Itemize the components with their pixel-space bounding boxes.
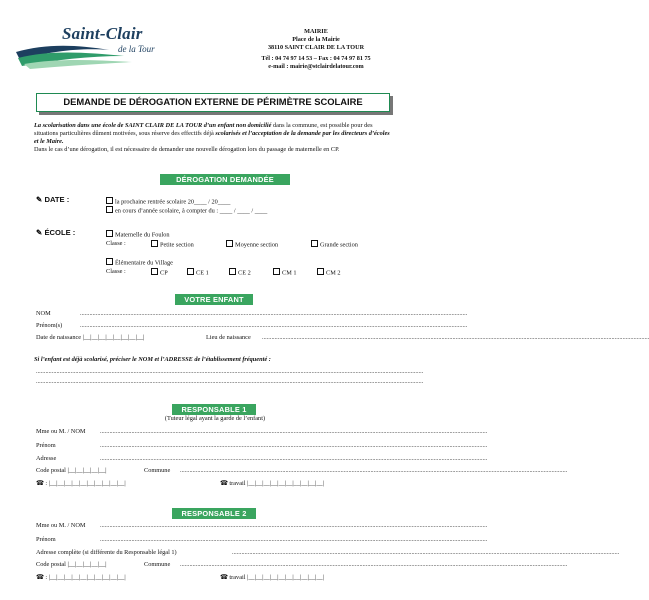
banner-responsable-1: RESPONSABLE 1 bbox=[172, 404, 256, 415]
mairie-address bbox=[236, 28, 396, 71]
option-cm2[interactable]: CM 2 bbox=[317, 268, 341, 277]
banner-enfant: VOTRE ENFANT bbox=[175, 294, 253, 305]
intro-text bbox=[34, 122, 394, 154]
form-title: DEMANDE DE DÉROGATION EXTERNE DE PÉRIMÈTRE SCOLAIRE bbox=[36, 93, 390, 112]
resp2-commune-field[interactable]: Commune ...................................................................................................................................................................................................................................................... bbox=[144, 561, 568, 568]
resp2-code-postal-field[interactable]: Code postal |__|__|__|__|__| bbox=[36, 561, 107, 568]
date-label: ✎ DATE : bbox=[36, 195, 70, 204]
logo-sub-text: de la Tour bbox=[118, 44, 155, 54]
hand-icon: ✎ bbox=[36, 195, 45, 204]
classe-label: Classe : bbox=[106, 240, 126, 247]
ecole-label: ✎ ÉCOLE : bbox=[36, 228, 76, 237]
mairie-phone: Tél : 04 74 97 14 53 – Fax : 04 74 97 81 75 bbox=[261, 55, 371, 63]
logo bbox=[14, 22, 164, 70]
resp1-code-postal-field[interactable]: Code postal |__|__|__|__|__| bbox=[36, 467, 107, 474]
classe-label: Classe : bbox=[106, 268, 126, 275]
checkbox[interactable] bbox=[106, 206, 113, 213]
resp2-telephone-travail-field[interactable]: ☎ travail |__|__|__|__|__|__|__|__|__|__| bbox=[220, 574, 324, 581]
resp1-nom-field[interactable]: Mme ou M. / NOM ...................................................................................................................................................................................................................................................... bbox=[36, 428, 488, 435]
intro-part1: La scolarisation dans une école de SAINT CLAIR DE LA TOUR d’un enfant non domicilié bbox=[34, 122, 272, 129]
option-ce2[interactable]: CE 2 bbox=[229, 268, 251, 277]
mairie-email: e-mail : mairie@stclairdelatour.com bbox=[268, 63, 364, 70]
banner-responsable-2: RESPONSABLE 2 bbox=[172, 508, 256, 519]
enfant-nom-field[interactable]: NOM ...................................................................................................................................................................................................................................................... bbox=[36, 310, 468, 317]
etablissement-line-2[interactable]: ...................................................................................................................................................................................................................................................... bbox=[36, 378, 424, 385]
enfant-scolarise-note: Si l’enfant est déjà scolarisé, préciser le NOM et l’ADRESSE de l’établissement fréquenté : bbox=[34, 356, 271, 363]
option-moyenne-section[interactable]: Moyenne section bbox=[226, 240, 278, 249]
resp1-telephone-travail-field[interactable]: ☎ travail |__|__|__|__|__|__|__|__|__|__| bbox=[220, 480, 324, 487]
enfant-prenom-field[interactable]: Prénom(s) ...................................................................................................................................................................................................................................................... bbox=[36, 322, 468, 329]
checkbox[interactable] bbox=[106, 197, 113, 204]
checkbox[interactable] bbox=[317, 268, 324, 275]
option-cm1[interactable]: CM 1 bbox=[273, 268, 297, 277]
option-ce1[interactable]: CE 1 bbox=[187, 268, 209, 277]
resp1-telephone-field[interactable]: ☎ : |__|__|__|__|__|__|__|__|__|__| bbox=[36, 480, 126, 487]
responsable-1-subtitle: (Tuteur légal ayant la garde de l’enfant) bbox=[164, 415, 266, 422]
resp1-commune-field[interactable]: Commune ...................................................................................................................................................................................................................................................... bbox=[144, 467, 568, 474]
date-option-en-cours[interactable]: en cours d’année scolaire, à compter du : ____ / ____ / ____ bbox=[106, 206, 267, 215]
hand-icon: ✎ bbox=[36, 228, 45, 237]
date-option-rentree[interactable]: la prochaine rentrée scolaire 20____ / 20____ bbox=[106, 197, 230, 206]
enfant-lieu-naissance-field[interactable]: Lieu de naissance ...................................................................................................................................................................................................................................................... bbox=[206, 334, 649, 341]
checkbox[interactable] bbox=[151, 240, 158, 247]
checkbox[interactable] bbox=[151, 268, 158, 275]
intro-part3: scolarisés et l’acceptation de la demande par les directeurs d’écoles et le Maire. bbox=[34, 130, 390, 146]
checkbox[interactable] bbox=[311, 240, 318, 247]
option-petite-section[interactable]: Petite section bbox=[151, 240, 194, 249]
option-grande-section[interactable]: Grande section bbox=[311, 240, 358, 249]
checkbox[interactable] bbox=[106, 230, 113, 237]
option-cp[interactable]: CP bbox=[151, 268, 168, 277]
intro-part2: dans la commune, est possible pour des situations particulières dûment motivées, sous réserve des effectifs déjà bbox=[34, 122, 373, 138]
resp2-prenom-field[interactable]: Prénom ...................................................................................................................................................................................................................................................... bbox=[36, 536, 488, 543]
etablissement-line-1[interactable]: ...................................................................................................................................................................................................................................................... bbox=[36, 368, 424, 375]
banner-derogation: DÉROGATION DEMANDÉE bbox=[160, 174, 290, 185]
resp1-prenom-field[interactable]: Prénom ...................................................................................................................................................................................................................................................... bbox=[36, 442, 488, 449]
mairie-name: MAIRIE bbox=[304, 28, 328, 35]
checkbox[interactable] bbox=[187, 268, 194, 275]
resp2-nom-field[interactable]: Mme ou M. / NOM ...................................................................................................................................................................................................................................................... bbox=[36, 522, 488, 529]
logo-main-text: Saint-Clair bbox=[62, 24, 143, 43]
resp2-telephone-field[interactable]: ☎ : |__|__|__|__|__|__|__|__|__|__| bbox=[36, 574, 126, 581]
intro-p2: Dans le cas d’une dérogation, il est nécessaire de demander une nouvelle dérogation lors du passage de maternelle en CP. bbox=[34, 146, 340, 154]
ecole-maternelle[interactable]: Maternelle du Foulon bbox=[106, 230, 170, 239]
mairie-line2: 38110 SAINT CLAIR DE LA TOUR bbox=[267, 43, 365, 51]
resp1-adresse-field[interactable]: Adresse ...................................................................................................................................................................................................................................................... bbox=[36, 455, 488, 462]
resp2-adresse-field[interactable]: Adresse complète (si différente du Responsable légal 1) ...................................................................................................................................................................................................................................................... bbox=[36, 549, 620, 556]
enfant-date-naissance-field[interactable]: Date de naissance |__|__|__|__|__|__|__|__| bbox=[36, 334, 145, 341]
checkbox[interactable] bbox=[229, 268, 236, 275]
ecole-elementaire[interactable]: Élémentaire du Village bbox=[106, 258, 173, 267]
mairie-line1: Place de la Mairie bbox=[292, 35, 340, 43]
checkbox[interactable] bbox=[226, 240, 233, 247]
checkbox[interactable] bbox=[273, 268, 280, 275]
checkbox[interactable] bbox=[106, 258, 113, 265]
